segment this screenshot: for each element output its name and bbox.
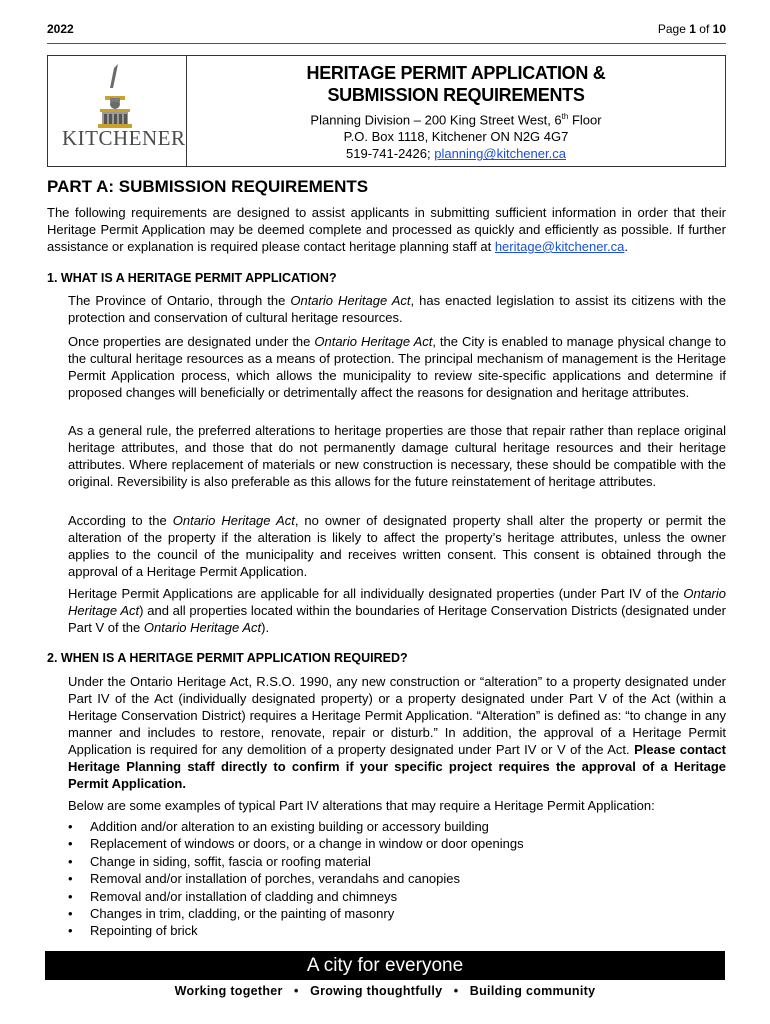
- intro-end: .: [624, 239, 629, 254]
- address-line-2: P.O. Box 1118, Kitchener ON N2G 4G7: [343, 129, 569, 145]
- tagline-1: Working together: [174, 984, 283, 998]
- address-block: [187, 108, 725, 162]
- tagline-separator: •: [453, 984, 459, 998]
- title-line-1: HERITAGE PERMIT APPLICATION &: [306, 63, 606, 83]
- logo-cell: [48, 56, 187, 166]
- footer-banner: A city for everyone: [45, 951, 725, 980]
- address-line-1-end: Floor: [568, 112, 602, 128]
- section-1-paragraph-4: [68, 512, 726, 580]
- section-2-paragraph-1: [68, 673, 726, 792]
- section-1-paragraph-5: [68, 585, 726, 636]
- section-2-heading: 2. WHEN IS A HERITAGE PERMIT APPLICATION REQUIRED?: [47, 651, 408, 665]
- planning-email-link[interactable]: planning@kitchener.ca: [434, 146, 566, 162]
- list-item: • Addition and/or alteration to an existing building or accessory building: [68, 818, 524, 835]
- list-item: • Change in siding, soffit, fascia or roofing material: [68, 853, 524, 870]
- page-of: of: [699, 22, 710, 36]
- document-year: 2022: [47, 22, 74, 36]
- page-total: 10: [712, 22, 726, 36]
- s1p1-act: Ontario Heritage Act: [290, 293, 411, 308]
- s1p5-text-c: ).: [261, 620, 270, 635]
- section-1-paragraph-3: As a general rule, the preferred alterations to heritage properties are those that repair rather than replace original heritage attributes, and those that do not permanently damage cultural heritage resources and their heritage attributes. Where replacement of materials or new construction is necessary, these should be compatible with the original. Reversibility is also preferable as this allows for the future reinstatement of heritage attributes.: [68, 423, 726, 489]
- s1p4-text-b: , no owner of designated property shall alter the property or permit the alteration of the property if the alteration is likely to affect the property’s heritage attributes, unless the owner applies to the council of the municipality and receives written consent. This consent is obtained through the approval of a Heritage Permit Application.: [68, 513, 726, 579]
- s1p5-text-a: Heritage Permit Applications are applicable for all individually designated properties (under Part IV of the: [68, 586, 684, 601]
- s1p2-act: Ontario Heritage Act: [314, 334, 433, 349]
- title-line-2: SUBMISSION REQUIREMENTS: [327, 85, 585, 105]
- list-item: • Changes in trim, cladding, or the painting of masonry: [68, 905, 524, 922]
- s1p5-act-1: Ontario Heritage Act: [68, 586, 726, 618]
- intro-text: The following requirements are designed to assist applicants in submitting sufficient information in order that their Heritage Permit Application may be deemed complete and processed as quickly and efficiently as possible. If further assistance or explanation is required please contact heritage planning staff at: [47, 205, 726, 254]
- s1p5-text-b: ) and all properties located within the boundaries of Heritage Conservation Districts (designated under Part V of the: [68, 603, 726, 635]
- s1p1-text-b: , has enacted legislation to assist its citizens with the protection and conservation of cultural heritage resources.: [68, 293, 727, 325]
- header-box: [47, 55, 726, 167]
- list-item: • Repointing of brick: [68, 922, 524, 939]
- s1p2-text-b: , the City is enabled to manage physical change to the cultural heritage resources as a means of protection. The principal mechanism of management is the Heritage Permit Application process, which allows the municipality to review site-specific applications and determine if proposed changes will beneficially or detrimentally affect the reasons for designation and heritage attributes.: [68, 334, 726, 400]
- phone-number: 519-741-2426;: [346, 146, 435, 162]
- intro-paragraph: [47, 204, 726, 255]
- address-line-1-main: Planning Division – 200 King Street West, 6: [310, 112, 562, 128]
- heritage-email-link[interactable]: heritage@kitchener.ca: [494, 239, 625, 254]
- address-ordinal: th: [561, 112, 569, 121]
- s2p1-text: Under the Ontario Heritage Act, R.S.O. 1990, any new construction or “alteration” to a property designated under Part IV of the Act (individually designated property) or a property designated under Part V of the Act (within a Heritage Conservation District) requires a Heritage Permit Application. “Alteration” is defined as: “to change in any manner and includes to restore, renovate, repair or disturb.” In addition, the approval of a Heritage Permit Application is required for any demolition of a property designated under Part IV or V of the Act.: [68, 674, 726, 757]
- contact-line: [187, 145, 725, 162]
- s1p5-act-2: Ontario Heritage Act: [143, 620, 262, 635]
- footer-tagline: [45, 984, 725, 998]
- s1p4-act: Ontario Heritage Act: [172, 513, 295, 528]
- s1p1-text-a: The Province of Ontario, through the: [68, 293, 291, 308]
- section-2-paragraph-2: Below are some examples of typical Part IV alterations that may require a Heritage Permit Application:: [68, 798, 655, 813]
- part-a-heading: PART A: SUBMISSION REQUIREMENTS: [47, 177, 369, 196]
- list-item: • Replacement of windows or doors, or a change in window or door openings: [68, 835, 524, 852]
- section-1-paragraph-2: [68, 333, 726, 401]
- logo-text: KITCHENER: [62, 126, 186, 150]
- header-rule: [47, 43, 726, 44]
- form-title: [187, 62, 725, 106]
- page-number: [658, 22, 726, 36]
- s1p4-text-a: According to the: [68, 513, 173, 528]
- tagline-3: Building community: [469, 984, 596, 998]
- page-prefix: Page: [657, 22, 686, 36]
- page-current: 1: [689, 22, 696, 36]
- list-item: • Removal and/or installation of porches, verandahs and canopies: [68, 870, 524, 887]
- tagline-separator: •: [294, 984, 299, 998]
- title-cell: [187, 56, 725, 162]
- list-item: • Removal and/or installation of cladding and chimneys: [68, 888, 524, 905]
- section-1-heading: 1. WHAT IS A HERITAGE PERMIT APPLICATION?: [47, 271, 337, 285]
- s1p2-text-a: Once properties are designated under the: [68, 334, 315, 349]
- city-hall-logo-icon: [58, 60, 178, 130]
- section-1-paragraph-1: [68, 292, 726, 326]
- s2p1-bold-note: Please contact Heritage Planning staff directly to confirm if your specific project requires the approval of a Heritage Permit Application.: [68, 742, 726, 791]
- alteration-examples-list: [68, 818, 524, 940]
- tagline-2: Growing thoughtfully: [310, 984, 443, 998]
- address-line-1: [187, 108, 725, 128]
